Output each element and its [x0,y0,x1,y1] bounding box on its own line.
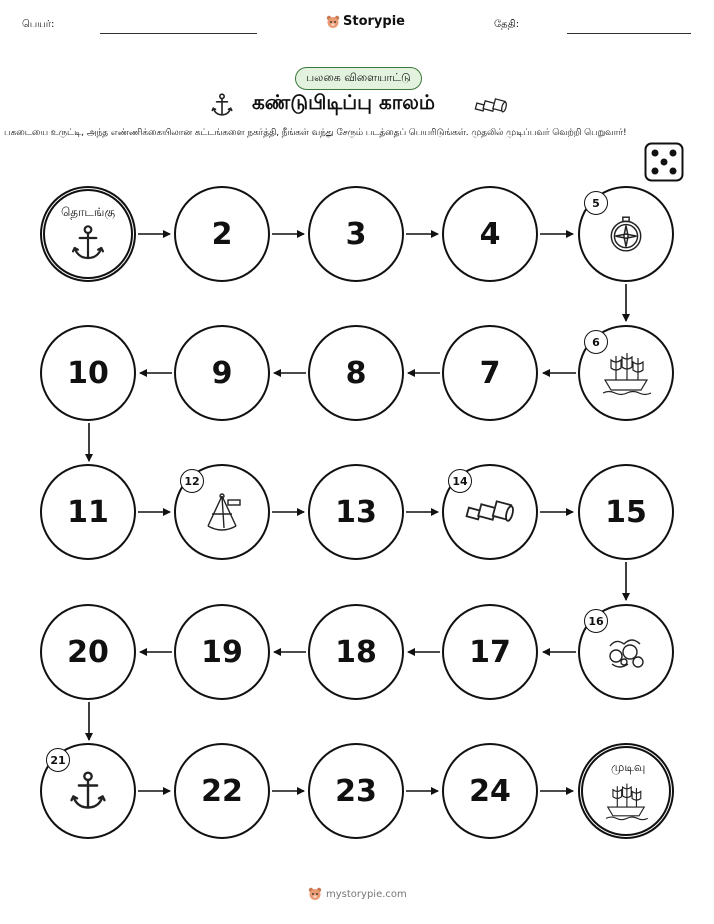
square-badge: 16 [584,609,608,633]
square-9 [174,325,270,421]
square-24 [442,743,538,839]
ship-icon [601,350,651,396]
square-number: 3 [345,216,367,252]
square-4 [442,186,538,282]
name-label: பெயர்: [22,19,55,30]
square-number: 17 [469,634,511,670]
instructions: பகடையை உருட்டி, அந்த எண்ணிக்கையிலான கட்டங்களை நகர்த்தி, நீங்கள் வந்து சேரும் படத்தைப் பெயரிடுங்கள். முதலில் முடிப்பவர் வெற்றி பெறுவார்! [4,128,627,138]
square-badge: 5 [584,191,608,215]
square-20 [40,604,136,700]
square-number: 4 [479,216,501,252]
square-8 [308,325,404,421]
square-number: 15 [605,494,647,530]
square-badge: 14 [448,469,472,493]
square-17 [442,604,538,700]
square-19 [174,604,270,700]
square-number: 8 [345,355,367,391]
bear-icon [308,887,322,901]
board-game-badge: பலகை விளையாட்டு [295,67,422,90]
square-number: 11 [67,494,109,530]
brand-name: Storypie [343,14,405,29]
anchor-icon [68,223,108,263]
square-15 [578,464,674,560]
square-number: 20 [67,634,109,670]
start-label: தொடங்கு [60,205,116,219]
anchor-icon [66,769,110,813]
square-number: 24 [469,773,511,809]
rope-icon [604,632,648,672]
square-number: 9 [211,355,233,391]
ship-icon [604,781,648,821]
date-label: தேதி: [494,19,520,30]
square-number: 18 [335,634,377,670]
square-number: 13 [335,494,377,530]
footer [308,887,407,901]
square-18 [308,604,404,700]
square-11 [40,464,136,560]
compass-icon [605,213,647,255]
square-number: 10 [67,355,109,391]
sextant-icon [198,490,246,534]
square-number: 7 [479,355,501,391]
square-badge: 6 [584,330,608,354]
square-3 [308,186,404,282]
square-badge: 12 [180,469,204,493]
footer-url[interactable]: mystorypie.com [326,888,407,900]
square-10 [40,325,136,421]
square-23 [308,743,404,839]
square-number: 2 [211,216,233,252]
square-22 [174,743,270,839]
square-13 [308,464,404,560]
finish-square [578,743,674,839]
page-title: கண்டுபிடிப்பு காலம் [252,90,435,114]
square-number: 22 [201,773,243,809]
square-number: 23 [335,773,377,809]
square-2 [174,186,270,282]
square-7 [442,325,538,421]
square-number: 19 [201,634,243,670]
square-badge: 21 [46,748,70,772]
start-square [40,186,136,282]
finish-label: முடிவு [611,760,646,774]
telescope-icon [463,497,517,527]
